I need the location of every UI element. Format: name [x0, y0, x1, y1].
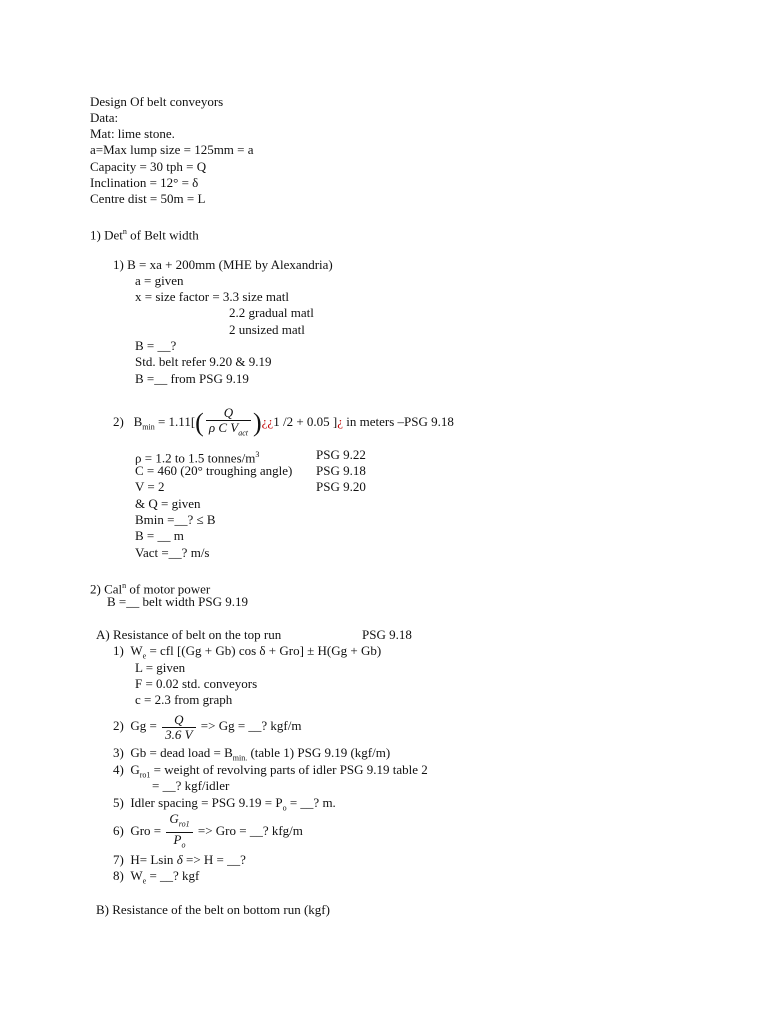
- section2-heading-post: of motor power: [126, 581, 211, 597]
- step5-post: = __? m.: [286, 795, 336, 810]
- inclination-line: Inclination = 12° = δ: [90, 175, 199, 190]
- method1-x-unsized: 2 unsized matl: [229, 322, 305, 337]
- lump-size-line: a=Max lump size = 125mm = a: [90, 142, 254, 157]
- method1-b: B = __?: [135, 338, 177, 353]
- partA-step6: [113, 812, 303, 852]
- step7-post: => H = __?: [182, 852, 246, 867]
- step5-pre: Idler spacing = PSG 9.19 = P: [130, 795, 283, 810]
- gro-den-text: P: [173, 831, 182, 847]
- partA-l: L = given: [135, 660, 186, 675]
- step1-num: 1): [113, 643, 124, 658]
- step2-post: => Gg = __? kgf/m: [197, 718, 302, 733]
- vact-line: Vact =__? m/s: [135, 545, 210, 560]
- bmin-frac-den: [206, 421, 251, 441]
- section2-heading-sup: n: [122, 581, 127, 590]
- step2-num: 2): [113, 718, 124, 733]
- step3-sub: min.: [232, 753, 248, 763]
- bmin-frac-den-text: ρ C V: [208, 419, 239, 435]
- doc-title: Design Of belt conveyors: [90, 94, 224, 109]
- v-ref: PSG 9.20: [316, 479, 366, 494]
- step3-pre: Gb = dead load = B: [130, 745, 233, 760]
- step7-pre: H= Lsin: [130, 852, 177, 867]
- bmin-fraction: [206, 406, 251, 441]
- c-line: C = 460 (20° troughing angle): [135, 463, 293, 478]
- paren-close: ): [252, 408, 262, 438]
- section2-heading-pre: 2) Cal: [90, 581, 123, 597]
- bmin-eq: = 1.11: [154, 414, 191, 429]
- step1-sub: e: [142, 651, 147, 661]
- step5-num: 5): [113, 795, 124, 810]
- rho-text: ρ = 1.2 to 1.5 tonnes/m: [135, 450, 256, 466]
- gg-frac-den: 3.6 V: [165, 726, 193, 742]
- partA-step7: [113, 852, 246, 868]
- bmin-frac-num: Q: [206, 406, 251, 421]
- step8-post: = __? kgf: [146, 868, 200, 883]
- partA-step8: [113, 868, 199, 890]
- material-line: Mat: lime stone.: [90, 126, 175, 141]
- gro-den-sub: o: [181, 840, 186, 850]
- gro-num-sub: ro1: [178, 819, 190, 829]
- step6-post: => Gro = __? kfg/m: [194, 823, 303, 839]
- step4-sub: ro1: [139, 770, 151, 780]
- red-glyph-2: ¿: [337, 414, 344, 429]
- q-line: & Q = given: [135, 496, 201, 511]
- step3-num: 3): [113, 745, 124, 760]
- gro-frac-den: [166, 833, 192, 853]
- partB-heading: B) Resistance of the belt on bottom run (kgf): [96, 902, 330, 917]
- step8-pre: W: [130, 868, 143, 883]
- bmin-symbol: B: [133, 414, 143, 429]
- gro-fraction: [166, 812, 192, 852]
- step4-post: = weight of revolving parts of idler PSG 9.19 table 2: [150, 762, 428, 777]
- step7-num: 7): [113, 852, 124, 867]
- step5-sub: o: [282, 803, 287, 813]
- step1-eq: = cfl [(Gg + Gb) cos δ + Gro] ± H(Gg + Gb): [146, 643, 382, 658]
- centre-dist-line: Centre dist = 50m = L: [90, 191, 206, 206]
- red-glyph-1: ¿¿: [261, 414, 274, 429]
- gro-frac-num: [166, 812, 192, 833]
- bmin-mid: 1 /2 + 0.05 ]: [273, 414, 338, 429]
- bmin-tail: in meters –PSG 9.18: [343, 414, 454, 429]
- partA-c: c = 2.3 from graph: [135, 692, 233, 707]
- bmin-line: Bmin =__? ≤ B: [135, 512, 216, 527]
- rho-ref: PSG 9.22: [316, 447, 366, 462]
- method2-num: 2): [113, 414, 124, 429]
- method1-std: Std. belt refer 9.20 & 9.19: [135, 354, 272, 369]
- gg-fraction: [162, 713, 195, 742]
- capacity-line: Capacity = 30 tph = Q: [90, 159, 207, 174]
- partA-step2: [113, 710, 302, 742]
- partA-step4b: = __? kgf/idler: [152, 778, 230, 793]
- method1-x-gradual: 2.2 gradual matl: [229, 305, 314, 320]
- step2-pre: Gg =: [130, 718, 161, 733]
- partA-f: F = 0.02 std. conveyors: [135, 676, 258, 691]
- partA-heading: A) Resistance of belt on the top run: [96, 627, 282, 642]
- method1-a: a = given: [135, 273, 184, 288]
- section1-heading: [90, 224, 199, 243]
- rho-sup: 3: [255, 450, 260, 459]
- bracket-open: [: [190, 414, 196, 429]
- method1-from: B =__ from PSG 9.19: [135, 371, 249, 386]
- gg-frac-num: Q: [162, 713, 195, 728]
- method1-x: x = size factor = 3.3 size matl: [135, 289, 290, 304]
- step6-pre: Gro =: [130, 823, 165, 839]
- b-line: B = __ m: [135, 528, 184, 543]
- step6-num: 6): [113, 823, 124, 839]
- section2-belt-width: B =__ belt width PSG 9.19: [107, 594, 248, 609]
- step8-sub: e: [142, 876, 147, 886]
- step3-post: (table 1) PSG 9.19 (kgf/m): [247, 745, 391, 760]
- section1-heading-sup: n: [122, 227, 127, 236]
- v-line: V = 2: [135, 479, 165, 494]
- method1-line1: 1) B = xa + 200mm (MHE by Alexandria): [113, 257, 333, 272]
- bmin-frac-den-sub: act: [238, 428, 248, 438]
- bmin-sub: min: [142, 422, 155, 432]
- data-label: Data:: [90, 110, 119, 125]
- step4-pre: G: [130, 762, 140, 777]
- section1-heading-post: of Belt width: [126, 227, 199, 243]
- c-ref: PSG 9.18: [316, 463, 366, 478]
- method2-formula: [113, 402, 454, 442]
- section1-heading-pre: 1) Det: [90, 227, 123, 243]
- step1-w: W: [130, 643, 143, 658]
- paren-open: (: [195, 408, 204, 438]
- step4-num: 4): [113, 762, 124, 777]
- gro-num-text: G: [169, 811, 179, 826]
- step8-num: 8): [113, 868, 124, 883]
- partA-ref: PSG 9.18: [362, 627, 412, 642]
- step7-delta: δ: [176, 852, 183, 867]
